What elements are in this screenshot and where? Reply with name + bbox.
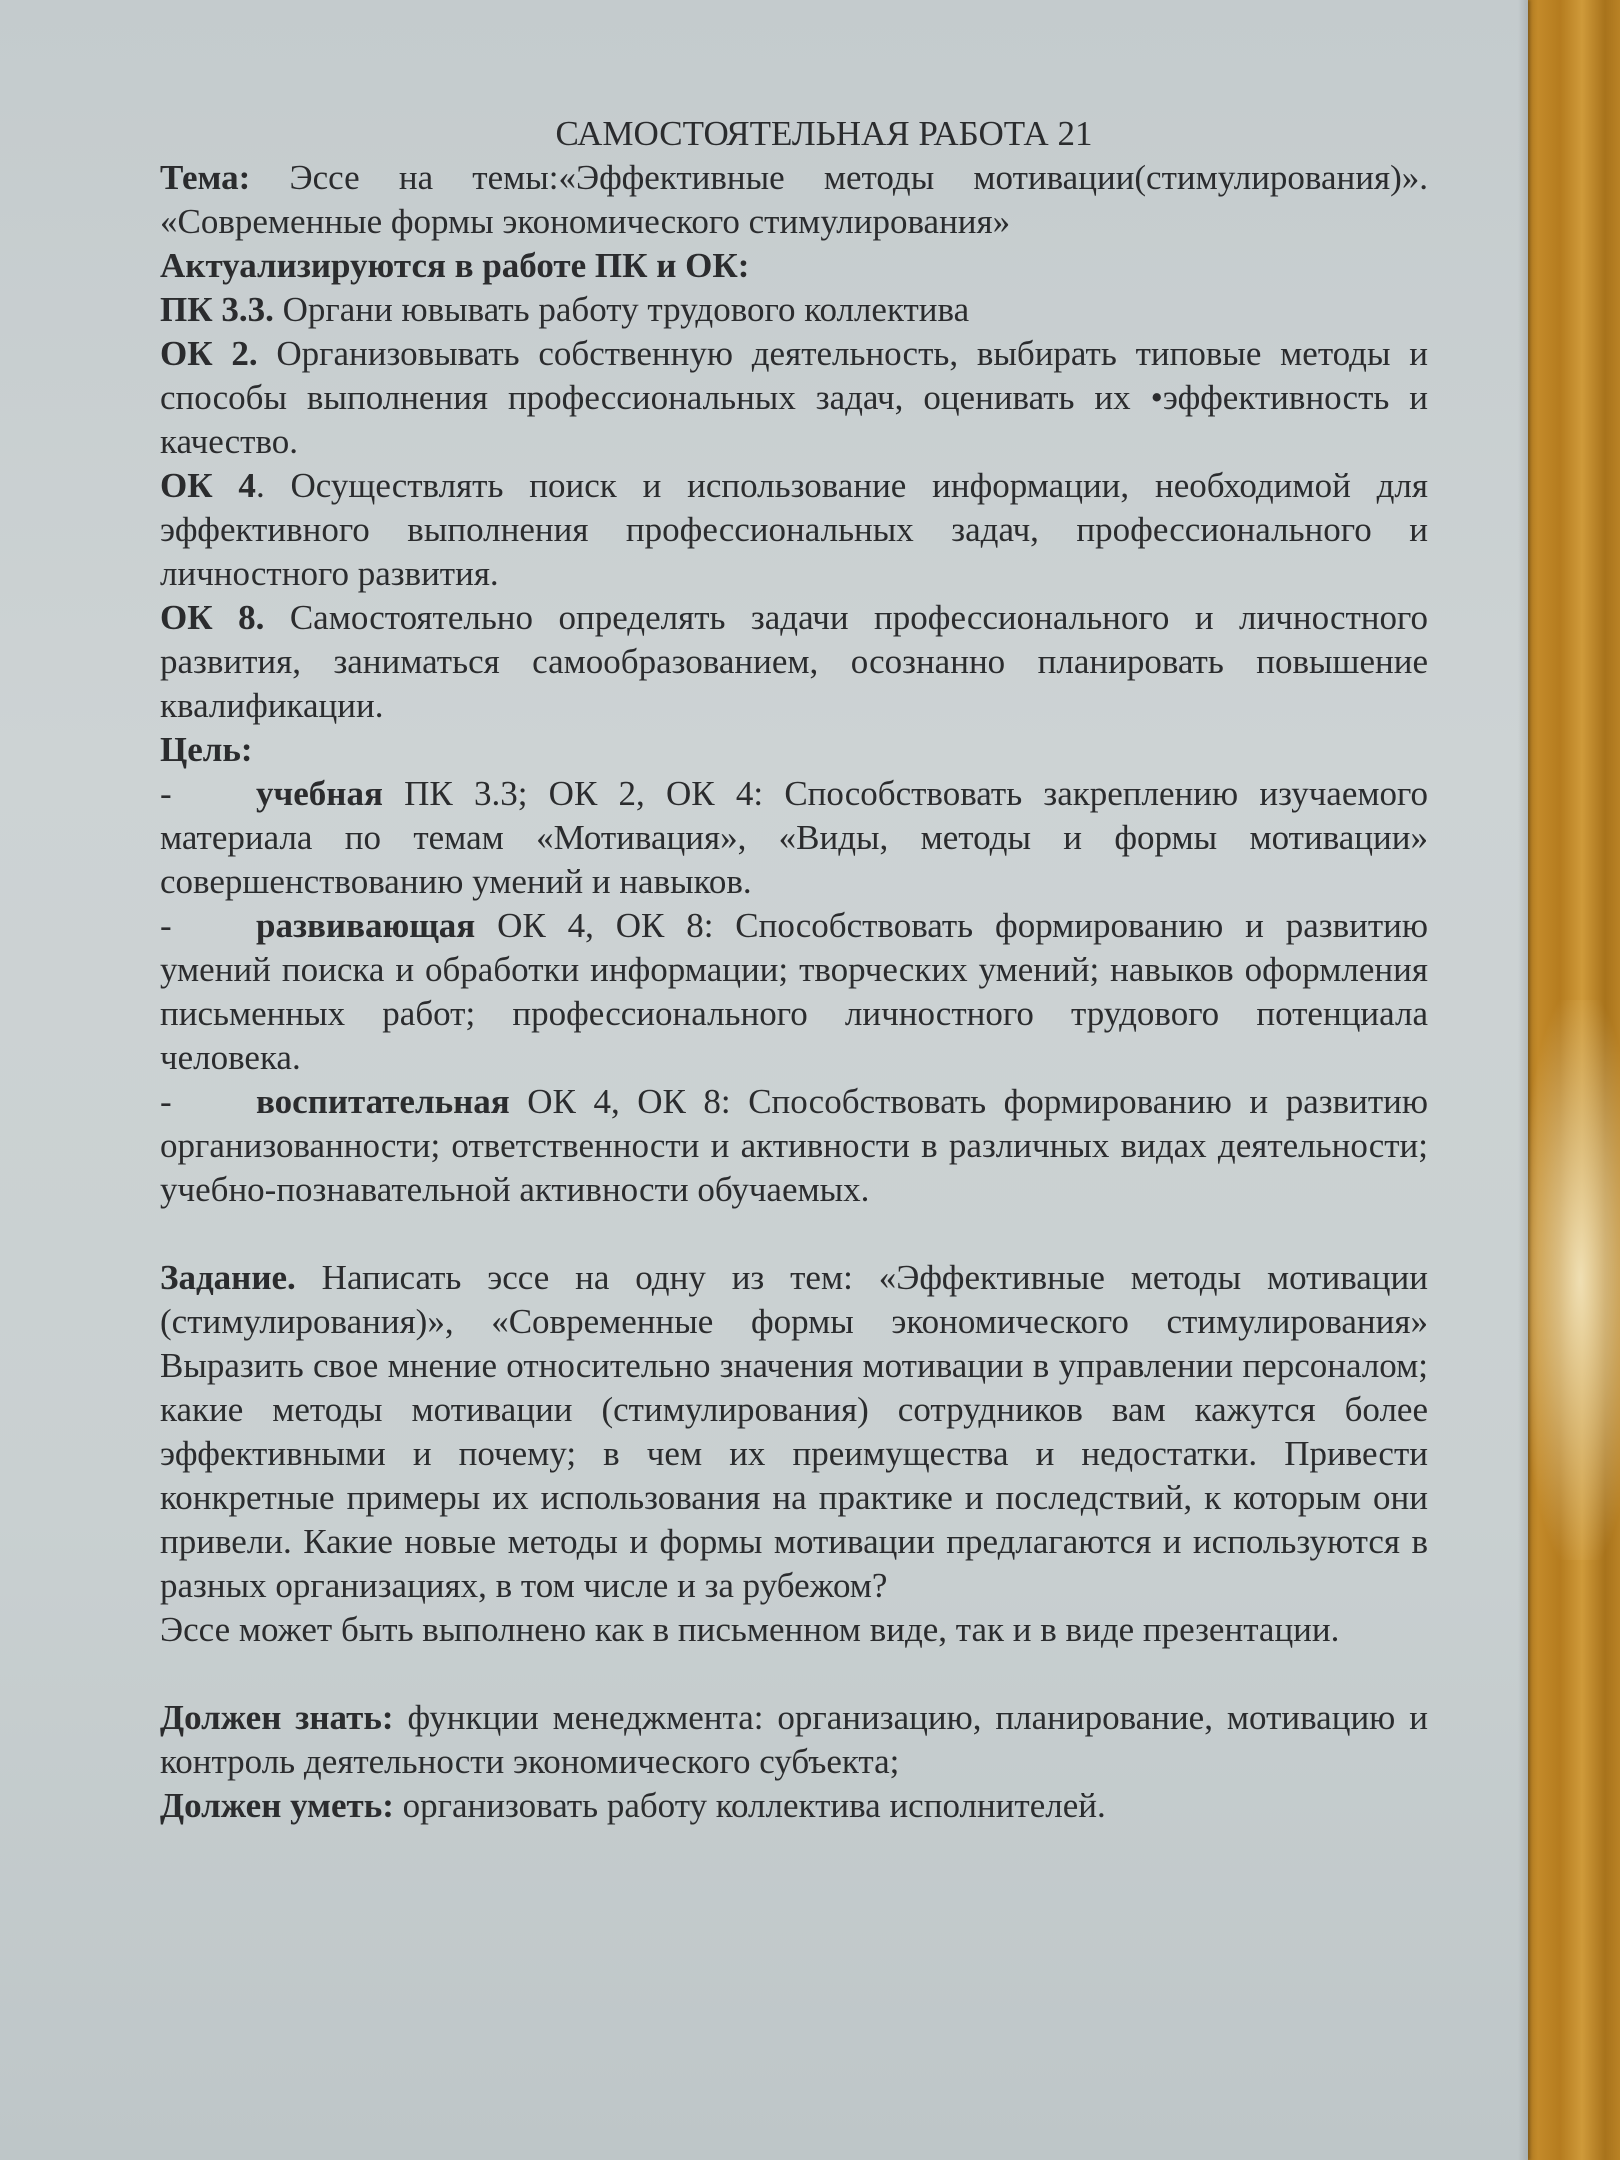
competency-item (160, 596, 1428, 728)
goal-item (160, 1080, 1428, 1212)
goal-item (160, 904, 1428, 1080)
goal-label: воспитательная (256, 1082, 510, 1121)
topic-label: Тема: (160, 158, 251, 197)
task-text: Написать эссе на одну из тем: «Эффективные методы мотивации (стимулирования)», «Современные формы экономического стимулирования» Выразить свое мнение относительно значения мотивации в управлении персоналом; какие методы мотивации (стимулирования) сотрудников вам кажутся более эффективными и почему; в чем их преимущества и недостатки. Привести конкретные примеры их использования на практике и последствий, к которым они привели. Какие новые методы и формы мотивации предлагаются и используются в разных организациях, в том числе и за рубежом? (160, 1258, 1428, 1605)
goal-text: ПК 3.3; ОК 2, ОК 4: Способствовать закреплению изучаемого материала по темам «Мотивация», «Виды, методы и формы мотивации» совершенствованию умений и навыков. (160, 774, 1428, 901)
spacer (160, 1652, 1428, 1696)
competency-code: ОК 2. (160, 334, 258, 373)
page-title: САМОСТОЯТЕЛЬНАЯ РАБОТА 21 (555, 114, 1093, 153)
paper-edge (1518, 0, 1528, 2160)
goal-dash: - (160, 906, 172, 945)
competency-item (160, 332, 1428, 464)
must-be-able (160, 1784, 1428, 1828)
competency-item (160, 464, 1428, 596)
competency-text: Организовывать собственную деятельность, выбирать типовые методы и способы выполнения профессиональных задач, оценивать их •эффективность и качество. (160, 334, 1428, 461)
document-body (160, 112, 1428, 1828)
competencies-heading: Актуализируются в работе ПК и ОК: (160, 246, 750, 285)
competency-text: . Осуществлять поиск и использование информации, необходимой для эффективного выполнения профессиональных задач, профессионального и личностного развития. (160, 466, 1428, 593)
goal-label: учебная (256, 774, 383, 813)
must-be-able-label: Должен уметь: (160, 1786, 394, 1825)
must-know (160, 1696, 1428, 1784)
goal-dash: - (160, 774, 172, 813)
goal-dash: - (160, 1082, 172, 1121)
goal-text: ОК 4, ОК 8: Способствовать формированию и развитию организованности; ответственности и активности в различных видах деятельности; учебно-познавательной активности обучаемых. (160, 1082, 1428, 1209)
topic-text: Эссе на темы:«Эффективные методы мотивации(стимулирования)». «Современные формы экономического стимулирования» (160, 158, 1428, 241)
task-note: Эссе может быть выполнено как в письменном виде, так и в виде презентации. (160, 1610, 1340, 1649)
task-paragraph (160, 1256, 1428, 1608)
topic-paragraph (160, 156, 1428, 244)
task-label: Задание. (160, 1258, 296, 1297)
competency-code: ОК 4 (160, 466, 256, 505)
competency-text: Самостоятельно определять задачи профессионального и личностного развития, заниматься самообразованием, осознанно планировать повышение квалификации. (160, 598, 1429, 725)
must-be-able-text: организовать работу коллектива исполнителей. (393, 1786, 1106, 1825)
must-know-text: функции менеджмента: организацию, планирование, мотивацию и контроль деятельности экономического субъекта; (160, 1698, 1428, 1781)
must-know-label: Должен знать: (160, 1698, 394, 1737)
competency-code: ПК 3.3. (160, 290, 274, 329)
competency-item (160, 288, 1428, 332)
goal-item (160, 772, 1428, 904)
competency-text: Органи ювывать работу трудового коллектива (273, 290, 970, 329)
goal-heading: Цель: (160, 730, 253, 769)
goal-label: развивающая (256, 906, 476, 945)
spacer (160, 1212, 1428, 1256)
goal-text: ОК 4, ОК 8: Способствовать формированию и развитию умений поиска и обработки информации; творческих умений; навыков оформления письменных работ; профессионального личностного трудового потенциала человека. (160, 906, 1428, 1077)
wooden-surface (1520, 0, 1620, 2160)
competency-code: ОК 8. (160, 598, 265, 637)
